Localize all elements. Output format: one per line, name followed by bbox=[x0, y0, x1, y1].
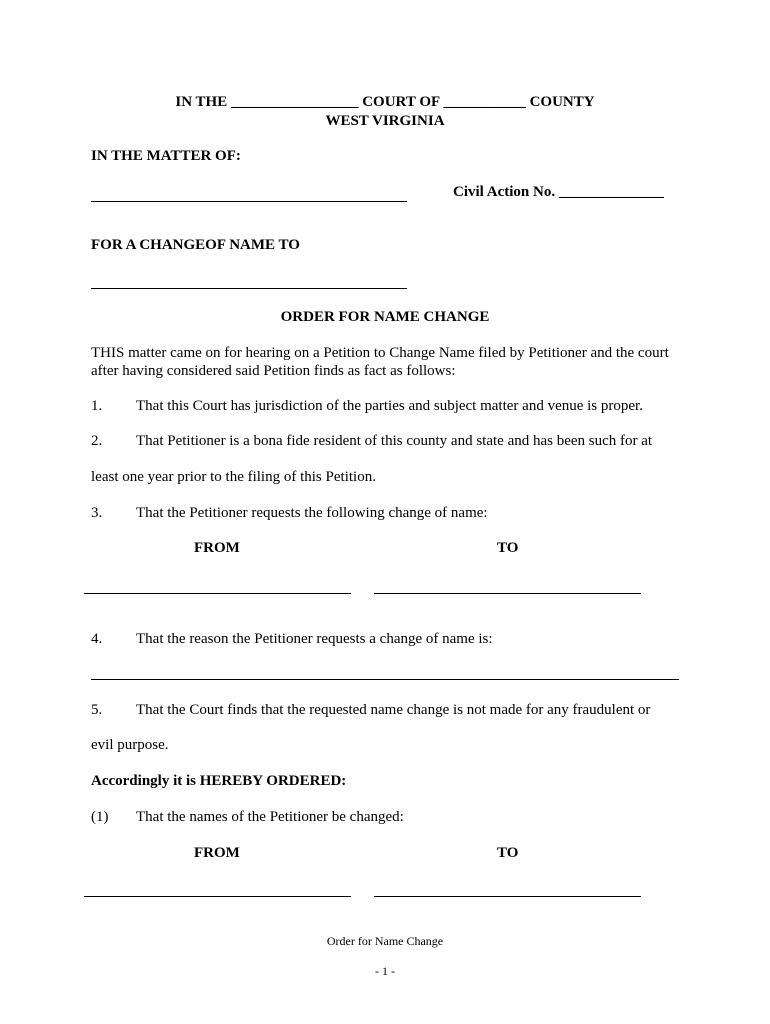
finding-3-text: That the Petitioner requests the following change of name: bbox=[136, 505, 488, 521]
order-title: ORDER FOR NAME CHANGE bbox=[280, 309, 490, 325]
matter-label: IN THE MATTER OF: bbox=[91, 148, 241, 164]
finding-4-text: That the reason the Petitioner requests a change of name is: bbox=[136, 631, 493, 647]
reason-line bbox=[91, 679, 679, 680]
finding-4-number: 4. bbox=[91, 631, 103, 647]
finding-2-continued: least one year prior to the filing of this Petition. bbox=[91, 469, 376, 485]
finding-1-text: That this Court has jurisdiction of the parties and subject matter and venue is proper. bbox=[136, 398, 643, 414]
to-label: TO bbox=[497, 540, 519, 556]
petitioner-name-line bbox=[91, 201, 407, 202]
from-label-2: FROM bbox=[194, 845, 240, 861]
footer-title: Order for Name Change bbox=[326, 934, 444, 948]
finding-5-text: That the Court finds that the requested name change is not made for any fraudulent or bbox=[136, 702, 651, 718]
page-number: - 1 - bbox=[375, 964, 395, 978]
to-name-line bbox=[374, 593, 641, 594]
order-1-text: That the names of the Petitioner be changed: bbox=[136, 809, 404, 825]
new-name-line bbox=[91, 288, 407, 289]
from-name-line bbox=[84, 593, 351, 594]
finding-1-number: 1. bbox=[91, 398, 103, 414]
court-header-line: IN THE _________________ COURT OF ___________ COUNTY bbox=[175, 94, 595, 110]
ordered-heading: Accordingly it is HEREBY ORDERED: bbox=[91, 773, 347, 789]
order-1-number: (1) bbox=[91, 809, 109, 825]
to-label-2: TO bbox=[497, 845, 519, 861]
finding-5-continued: evil purpose. bbox=[91, 737, 169, 753]
from-label: FROM bbox=[194, 540, 240, 556]
to-name-line-2 bbox=[374, 896, 641, 897]
finding-2-number: 2. bbox=[91, 433, 103, 449]
intro-line-1: THIS matter came on for hearing on a Petition to Change Name filed by Petitioner and the court bbox=[91, 345, 669, 361]
finding-2-text: That Petitioner is a bona fide resident of this county and state and has been such for at bbox=[136, 433, 653, 449]
change-of-name-label: FOR A CHANGEOF NAME TO bbox=[91, 237, 300, 253]
finding-3-number: 3. bbox=[91, 505, 103, 521]
state-heading: WEST VIRGINIA bbox=[325, 113, 445, 129]
intro-line-2: after having considered said Petition finds as fact as follows: bbox=[91, 363, 456, 379]
civil-action-number: Civil Action No. ______________ bbox=[453, 184, 664, 200]
from-name-line-2 bbox=[84, 896, 351, 897]
finding-5-number: 5. bbox=[91, 702, 103, 718]
